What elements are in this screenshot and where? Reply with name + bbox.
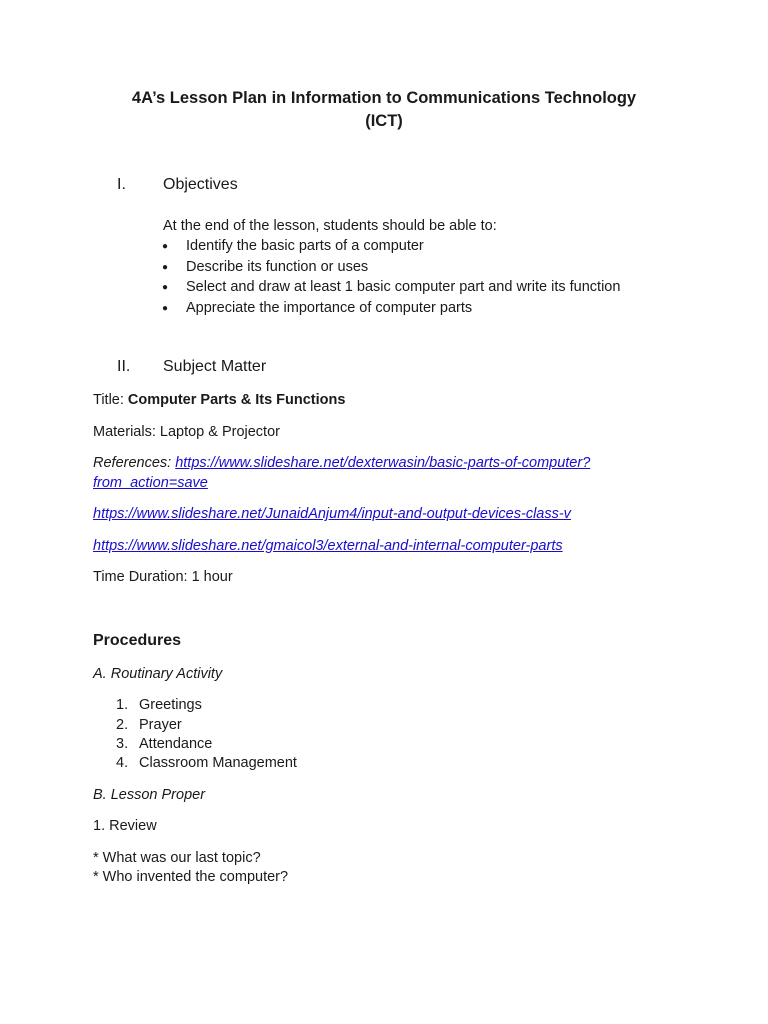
bullet-icon: ● (162, 241, 169, 252)
lesson-title-value: Computer Parts & Its Functions (127, 392, 346, 408)
routinary-item-number: 4. (116, 755, 129, 771)
reference-link-2-row (93, 506, 571, 522)
document-title-line-2: (ICT) (365, 112, 403, 130)
bullet-icon: ● (162, 282, 169, 293)
references-row (93, 455, 590, 471)
routinary-item-text: Attendance (139, 736, 213, 752)
routinary-item-number: 1. (116, 697, 129, 713)
review-question: * What was our last topic? (93, 850, 261, 866)
references-label: References: (93, 455, 176, 471)
time-duration-text: Time Duration: 1 hour (93, 569, 233, 585)
section-heading-objectives: Objectives (163, 176, 238, 193)
objective-text: Identify the basic parts of a computer (186, 238, 424, 254)
routinary-item-text: Classroom Management (139, 755, 297, 771)
bullet-icon: ● (162, 303, 169, 314)
section-number-subject-matter: II. (117, 358, 131, 375)
section-heading-subject-matter: Subject Matter (163, 358, 267, 375)
routinary-item-number: 2. (116, 717, 129, 733)
procedures-heading: Procedures (93, 632, 182, 649)
reference-link-2[interactable]: https://www.slideshare.net/JunaidAnjum4/input-and-output-devices-class-v (93, 506, 571, 522)
section-number-objectives: I. (117, 176, 126, 193)
lesson-proper-heading: B. Lesson Proper (93, 787, 206, 803)
reference-link-1-continued-row (93, 475, 208, 491)
document-title-line-1: 4A’s Lesson Plan in Information to Communications Technology (131, 89, 637, 107)
routinary-item-number: 3. (116, 736, 129, 752)
objectives-intro: At the end of the lesson, students should be able to: (163, 218, 497, 234)
routinary-activity-heading: A. Routinary Activity (93, 666, 223, 682)
objective-text: Describe its function or uses (186, 259, 369, 275)
review-question: * Who invented the computer? (93, 869, 289, 885)
bullet-icon: ● (162, 262, 169, 273)
materials-text: Materials: Laptop & Projector (93, 424, 280, 440)
objective-text: Appreciate the importance of computer parts (186, 300, 473, 316)
review-heading: 1. Review (93, 818, 157, 834)
lesson-title-label: Title: (93, 392, 128, 408)
reference-link-1[interactable]: https://www.slideshare.net/dexterwasin/basic-parts-of-computer? (175, 455, 591, 471)
objective-text: Select and draw at least 1 basic computer part and write its function (186, 279, 621, 295)
reference-link-3-row (93, 538, 563, 554)
routinary-item-text: Prayer (139, 717, 182, 733)
reference-link-3[interactable]: https://www.slideshare.net/gmaicol3/external-and-internal-computer-parts (93, 538, 563, 554)
lesson-title-row (93, 392, 345, 408)
reference-link-1-continued[interactable]: from_action=save (93, 475, 208, 491)
routinary-item-text: Greetings (139, 697, 202, 713)
